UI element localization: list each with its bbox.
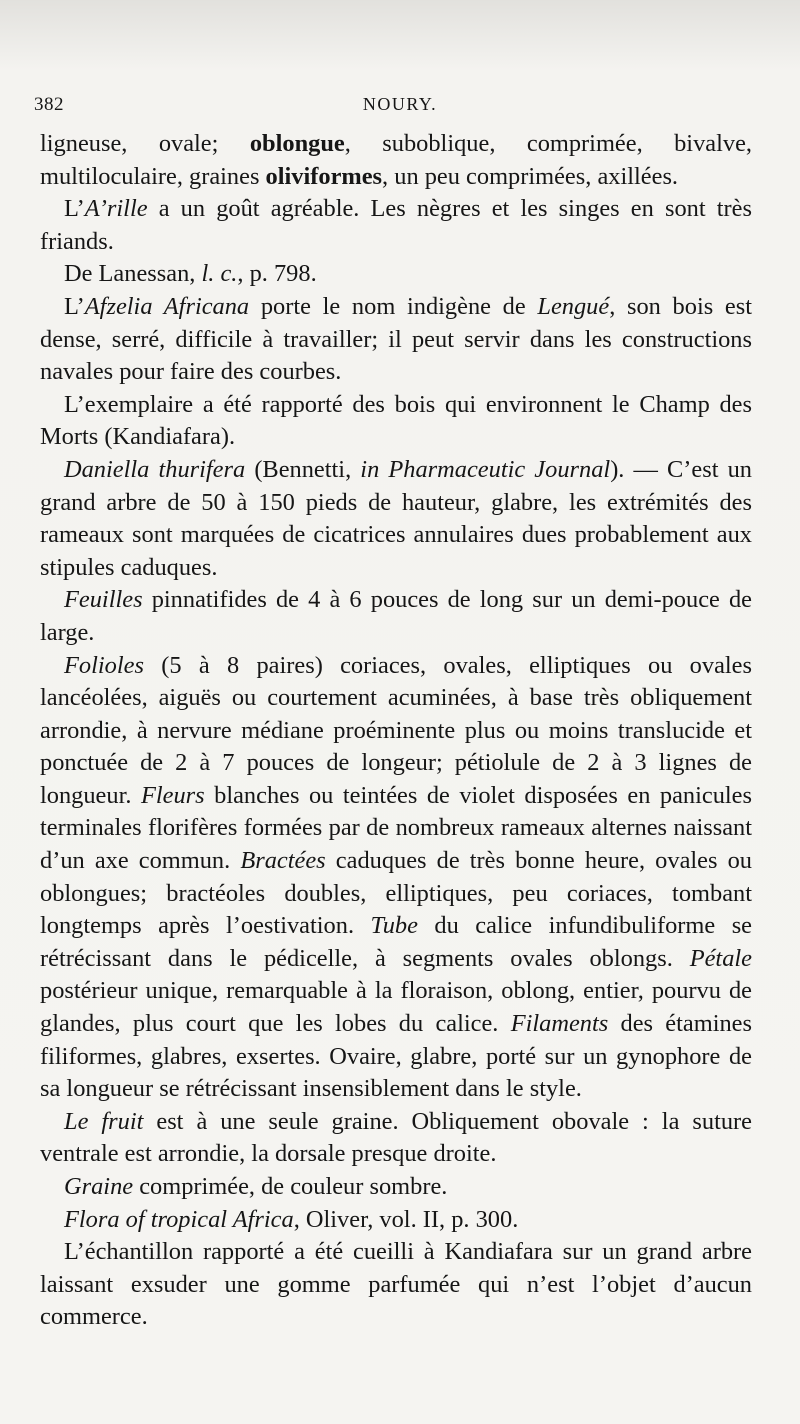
text-run: ligneuse, ovale; (40, 130, 250, 157)
text-run: De Lanessan, (64, 260, 202, 288)
italic-term: A’rille (84, 195, 148, 223)
italic-term: Folioles (64, 651, 144, 679)
body-text (40, 128, 752, 1334)
paragraph-feuilles (40, 584, 752, 649)
text-run: (Bennetti, (245, 455, 361, 483)
italic-term: Afzelia Africana (84, 292, 250, 320)
paragraph-reference-lanessan (40, 258, 752, 291)
paragraph-afzelia (40, 291, 752, 389)
italic-term: Pétale (689, 944, 752, 972)
text-run: , un peu comprimées, axillées. (382, 162, 679, 190)
paragraph-daniella (40, 454, 752, 584)
paragraph-echantillon (40, 1236, 752, 1334)
italic-term: Feuilles (64, 586, 143, 614)
italic-term: in Pharmaceutic Journal (360, 455, 611, 483)
italic-term: l. c. (201, 260, 238, 288)
text-run: L’ (64, 292, 85, 320)
paragraph-flora-reference (40, 1204, 752, 1237)
text-run: L’ (64, 195, 85, 223)
text-run: (5 à 8 paires) coriaces, ovales, elliptiques ou ovales lancéolées, aiguës ou courtement acuminées, à base très obliquement arrondie, à nervure médiane proéminente plus ou moins translucide et ponctuée de 2 à 7 pouces de longeur; pétiolule de 2 à 3 lignes de longueur. (40, 651, 752, 809)
text-run: , suboblique, comprimée, bivalve, multiloculaire, graines (40, 130, 752, 190)
page-header (0, 94, 800, 124)
bold-term: oliviformes (265, 162, 383, 190)
running-head: NOURY. (362, 94, 438, 114)
paragraph-fruit-continuation (40, 128, 752, 193)
text-run: des étamines filiformes, glabres, exsertes. Ovaire, glabre, porté sur un gynophore de sa longueur se rétrécissant insensiblement dans le style. (40, 1010, 752, 1103)
italic-term: Graine (64, 1173, 134, 1200)
text-run: L’échantillon rapporté a été cueilli à Kandiafara sur un grand arbre laissant exsuder une gomme parfumée qui n’est l’objet d’aucun commerce. (40, 1238, 752, 1331)
paragraph-exemplaire (40, 389, 752, 454)
paragraph-graine (40, 1171, 752, 1204)
paragraph-folioles (40, 650, 752, 1106)
italic-term: Daniella thurifera (64, 455, 246, 483)
text-run: caduques de très bonne heure, ovales ou oblongues; bractéoles doubles, elliptiques, peu coriaces, tombant longtemps après l’oestivation. (40, 847, 752, 940)
paragraph-arille (40, 193, 752, 258)
text-run: ). — C’est un grand arbre de 50 à 150 pieds de hauteur, glabre, les extrémités des rameaux sont marquées de cicatrices annulaires dues probablement aux stipules caduques. (40, 455, 753, 581)
text-run: pinnatifides de 4 à 6 pouces de long sur un demi-pouce de large. (40, 586, 752, 646)
italic-term: Bractées (240, 847, 326, 875)
italic-term: Filaments (510, 1010, 609, 1038)
italic-term: Lengué (537, 292, 610, 320)
bold-term: oblongue (249, 130, 345, 157)
italic-term: Fleurs (140, 781, 205, 809)
paragraph-fruit (40, 1106, 752, 1171)
text-run: , p. 798. (237, 260, 317, 288)
text-run: blanches ou teintées de violet disposées en panicules terminales florifères formées par de nombreux rameaux alternes naissant d’un axe commun. (40, 781, 752, 875)
text-run: , son bois est dense, serré, difficile à travailler; il peut servir dans les constructions navales pour faire des courbes. (40, 292, 752, 386)
text-run: a un goût agréable. Les nègres et les singes en sont très friands. (40, 195, 752, 255)
page-number: 382 (34, 94, 64, 115)
italic-term: Tube (370, 912, 418, 940)
text-run: est à une seule graine. Obliquement obovale : la suture ventrale est arrondie, la dorsale presque droite. (40, 1107, 752, 1168)
text-run: L’exemplaire a été rapporté des bois qui environnent le Champ des Morts (Kandiafara). (40, 390, 752, 451)
text-run: du calice infundibuliforme se rétrécissant dans le pédicelle, à segments ovales oblongs. (40, 912, 753, 972)
text-run: comprimée, de couleur sombre. (133, 1173, 448, 1200)
italic-term: Flora of tropical Africa (64, 1205, 294, 1233)
text-run: postérieur unique, remarquable à la floraison, oblong, entier, pourvu de glandes, plus court que les lobes du calice. (40, 977, 752, 1038)
text-run: porte le nom indigène de (249, 292, 538, 320)
italic-term: Le fruit (64, 1107, 144, 1135)
text-run: , Oliver, vol. II, p. 300. (293, 1205, 519, 1233)
